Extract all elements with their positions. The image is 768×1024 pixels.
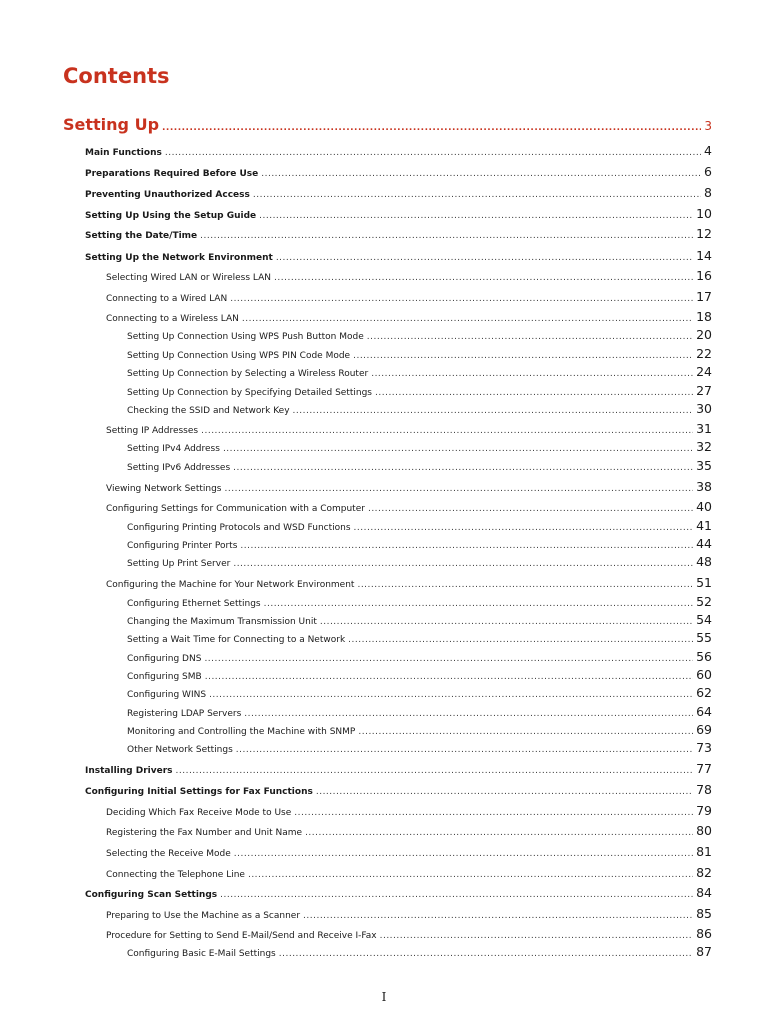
toc-entry[interactable]: [127, 722, 712, 737]
dot-leader: [320, 617, 693, 627]
toc-entry-page: 8: [704, 185, 712, 200]
dot-leader: [375, 388, 693, 398]
toc-entry-title: Configuring Printing Protocols and WSD Functions: [127, 523, 351, 533]
toc-entry-title: Setting IPv4 Address: [127, 444, 220, 454]
dot-leader: [358, 727, 693, 737]
toc-entry[interactable]: [106, 421, 712, 436]
toc-entry-title: Configuring the Machine for Your Network Environment: [106, 580, 355, 590]
dot-leader: [276, 253, 693, 263]
dot-leader: [225, 484, 694, 494]
toc-entry-page: 6: [704, 164, 712, 179]
dot-leader: [261, 169, 701, 179]
toc-entry[interactable]: [85, 164, 712, 179]
toc-entry-title: Registering the Fax Number and Unit Name: [106, 828, 303, 838]
dot-leader: [274, 273, 693, 283]
toc-entry[interactable]: [106, 906, 712, 921]
toc-entry-title: Setting a Wait Time for Connecting to a Network: [127, 635, 346, 645]
toc-entry-page: 27: [696, 383, 712, 398]
dot-leader: [233, 463, 693, 473]
toc-entry[interactable]: [106, 479, 712, 494]
toc-entry[interactable]: [127, 649, 712, 664]
toc-entry-title: Procedure for Setting to Send E-Mail/Send and Receive I-Fax: [106, 931, 377, 941]
toc-entry-page: 56: [696, 649, 712, 664]
toc-entry-page: 35: [696, 458, 712, 473]
toc-entry-title: Configuring Ethernet Settings: [127, 599, 261, 609]
dot-leader: [162, 123, 701, 133]
toc-entry-title: Preparing to Use the Machine as a Scanner: [106, 911, 301, 921]
toc-entry[interactable]: [127, 458, 712, 473]
toc-entry-title: Setting Up Print Server: [127, 559, 231, 569]
toc-entry[interactable]: [106, 803, 712, 818]
dot-leader: [233, 559, 693, 569]
toc-entry[interactable]: [127, 594, 712, 609]
dot-leader: [305, 828, 693, 838]
toc-entry-page: 40: [696, 499, 712, 514]
toc-entry-title: Connecting to a Wireless LAN: [106, 314, 239, 324]
toc-entry-page: 79: [696, 803, 712, 818]
toc-entry-page: 84: [696, 885, 712, 900]
toc-entry-title: Setting Up Connection Using WPS PIN Code Mode: [127, 351, 351, 361]
dot-leader: [205, 672, 693, 682]
toc-entry[interactable]: [85, 226, 712, 241]
dot-leader: [201, 426, 693, 436]
toc-entry-title: Preventing Unauthorized Access: [85, 190, 250, 200]
toc-entry-page: 10: [696, 206, 712, 221]
toc-entry-page: 85: [696, 906, 712, 921]
toc-entry[interactable]: [127, 383, 712, 398]
toc-entry[interactable]: [127, 667, 712, 682]
toc-entry-title: Configuring Printer Ports: [127, 541, 238, 551]
dot-leader: [240, 541, 693, 551]
dot-leader: [316, 787, 693, 797]
toc-entry-title: Setting the Date/Time: [85, 231, 198, 241]
toc-entry-page: 14: [696, 248, 712, 263]
toc-entry[interactable]: [127, 536, 712, 551]
toc-entry-page: 31: [696, 421, 712, 436]
toc-entry[interactable]: [127, 364, 712, 379]
toc-entry[interactable]: [85, 143, 712, 158]
toc-entry-page: 44: [696, 536, 712, 551]
toc-entry[interactable]: [127, 346, 712, 361]
toc-entry-page: 30: [696, 401, 712, 416]
toc-entry-page: 87: [696, 944, 712, 959]
toc-entry-page: 86: [696, 926, 712, 941]
toc-entry[interactable]: [127, 630, 712, 645]
toc-entry-title: Preparations Required Before Use: [85, 169, 259, 179]
toc-entry-page: 52: [696, 594, 712, 609]
toc-entry[interactable]: [127, 944, 712, 959]
toc-entry-page: 4: [704, 143, 712, 158]
toc-entry[interactable]: [106, 309, 712, 324]
dot-leader: [236, 745, 693, 755]
toc-entry-title: Other Network Settings: [127, 745, 233, 755]
dot-leader: [230, 294, 693, 304]
dot-leader: [200, 231, 693, 241]
toc-entry-title: Selecting Wired LAN or Wireless LAN: [106, 273, 272, 283]
toc-entry[interactable]: [127, 612, 712, 627]
dot-leader: [220, 890, 693, 900]
toc-entry[interactable]: [106, 499, 712, 514]
toc-entry-title: Configuring Basic E-Mail Settings: [127, 949, 276, 959]
dot-leader: [357, 580, 693, 590]
dot-leader: [253, 190, 701, 200]
toc-entry[interactable]: [85, 761, 712, 776]
toc-entry-title: Configuring DNS: [127, 654, 202, 664]
dot-leader: [209, 690, 693, 700]
toc-entry-title: Deciding Which Fax Receive Mode to Use: [106, 808, 292, 818]
toc-entry-page: 60: [696, 667, 712, 682]
toc-entry-title: Registering LDAP Servers: [127, 709, 242, 719]
toc-entry-page: 80: [696, 823, 712, 838]
toc-entry-page: 81: [696, 844, 712, 859]
toc-entry[interactable]: [85, 248, 712, 263]
dot-leader: [244, 709, 693, 719]
toc-entry-title: Setting IP Addresses: [106, 426, 199, 436]
dot-leader: [234, 849, 693, 859]
dot-leader: [348, 635, 693, 645]
dot-leader: [248, 870, 693, 880]
toc-entry[interactable]: [127, 327, 712, 342]
toc-entry-page: 32: [696, 439, 712, 454]
toc-entry-title: Configuring SMB: [127, 672, 202, 682]
toc-entry-page: 48: [696, 554, 712, 569]
toc-entry[interactable]: [127, 554, 712, 569]
dot-leader: [380, 931, 694, 941]
toc-entry[interactable]: [106, 844, 712, 859]
toc-entry-page: 24: [696, 364, 712, 379]
toc-entry-title: Setting Up Connection Using WPS Push Button Mode: [127, 332, 364, 342]
toc-entry-title: Connecting the Telephone Line: [106, 870, 245, 880]
toc-entry-page: 17: [696, 289, 712, 304]
toc-entry[interactable]: [106, 289, 712, 304]
dot-leader: [353, 351, 693, 361]
toc-entry[interactable]: [106, 865, 712, 880]
toc-entry-title: Setting IPv6 Addresses: [127, 463, 231, 473]
dot-leader: [165, 148, 701, 158]
toc-entry-title: Selecting the Receive Mode: [106, 849, 231, 859]
toc-entry-page: 20: [696, 327, 712, 342]
toc-entry-title: Setting Up Connection by Specifying Detailed Settings: [127, 388, 372, 398]
dot-leader: [303, 911, 693, 921]
toc-entry-page: 73: [696, 740, 712, 755]
toc-entry-page: 64: [696, 704, 712, 719]
page-title: Contents: [63, 64, 170, 88]
toc-entry-title: Setting Up the Network Environment: [85, 253, 273, 263]
toc-entry-title: Configuring Settings for Communication with a Computer: [106, 504, 365, 514]
toc-entry[interactable]: [85, 206, 712, 221]
toc-entry-page: 55: [696, 630, 712, 645]
toc-entry-title: Viewing Network Settings: [106, 484, 222, 494]
toc-entry[interactable]: [85, 885, 712, 900]
toc-entry-title: Installing Drivers: [85, 766, 173, 776]
toc-entry[interactable]: [106, 823, 712, 838]
dot-leader: [259, 211, 693, 221]
toc-entry[interactable]: [85, 185, 712, 200]
toc-entry-page: 51: [696, 575, 712, 590]
toc-entry-page: 18: [696, 309, 712, 324]
dot-leader: [279, 949, 693, 959]
toc-entry-page: 41: [696, 518, 712, 533]
dot-leader: [294, 808, 693, 818]
toc-entry-page: 54: [696, 612, 712, 627]
toc-entry[interactable]: [127, 685, 712, 700]
toc-entry-page: 78: [696, 782, 712, 797]
toc-entry-title: Configuring Scan Settings: [85, 890, 218, 900]
dot-leader: [367, 332, 693, 342]
toc-entry[interactable]: [127, 439, 712, 454]
dot-leader: [354, 523, 694, 533]
dot-leader: [204, 654, 693, 664]
toc-entry-page: 82: [696, 865, 712, 880]
toc-entry[interactable]: [106, 926, 712, 941]
dot-leader: [368, 504, 693, 514]
toc-entry-page: 22: [696, 346, 712, 361]
dot-leader: [371, 369, 693, 379]
dot-leader: [223, 444, 693, 454]
toc-section-entry[interactable]: [63, 115, 712, 134]
toc-entry-page: 38: [696, 479, 712, 494]
toc-entry-page: 3: [704, 119, 712, 133]
toc-entry[interactable]: [127, 518, 712, 533]
toc-entry-title: Connecting to a Wired LAN: [106, 294, 228, 304]
page-number: I: [381, 990, 387, 1004]
toc-entry-page: 77: [696, 761, 712, 776]
toc-entry[interactable]: [106, 268, 712, 283]
toc-entry[interactable]: [106, 575, 712, 590]
toc-entry-page: 12: [696, 226, 712, 241]
toc-entry-page: 16: [696, 268, 712, 283]
toc-entry-page: 69: [696, 722, 712, 737]
toc-entry-title: Main Functions: [85, 148, 162, 158]
toc-entry-title: Setting Up Connection by Selecting a Wireless Router: [127, 369, 369, 379]
dot-leader: [176, 766, 694, 776]
toc-entry[interactable]: [127, 401, 712, 416]
toc-entry-title: Setting Up: [63, 115, 160, 134]
toc-entry[interactable]: [127, 740, 712, 755]
dot-leader: [242, 314, 693, 324]
toc-entry-title: Monitoring and Controlling the Machine with SNMP: [127, 727, 356, 737]
toc-entry[interactable]: [127, 704, 712, 719]
toc-entry-page: 62: [696, 685, 712, 700]
dot-leader: [264, 599, 693, 609]
toc-entry-title: Configuring WINS: [127, 690, 207, 700]
toc-entry-title: Checking the SSID and Network Key: [127, 406, 290, 416]
toc-entry-title: Changing the Maximum Transmission Unit: [127, 617, 317, 627]
toc-entry-title: Setting Up Using the Setup Guide: [85, 211, 257, 221]
toc-entry-title: Configuring Initial Settings for Fax Functions: [85, 787, 313, 797]
dot-leader: [293, 406, 694, 416]
toc-entry[interactable]: [85, 782, 712, 797]
